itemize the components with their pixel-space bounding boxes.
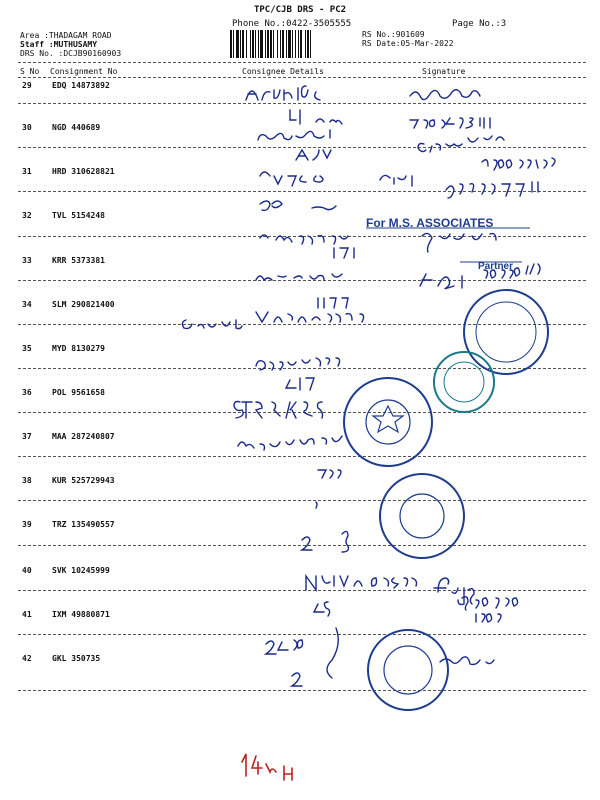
row-serial-number: 30 — [22, 123, 32, 132]
buildmart-stamp — [368, 630, 448, 710]
handwriting-row33-num — [318, 298, 348, 308]
row-consignment-number: SVK 10245999 — [52, 566, 110, 575]
column-header-consignment: Consignment No — [50, 67, 118, 76]
row-consignment-number: TVL 5154248 — [52, 211, 105, 220]
row-consignment-number: IXM 49880871 — [52, 610, 110, 619]
column-header-sno: S No — [20, 67, 40, 76]
column-header-signature: Signature — [422, 67, 466, 76]
handwriting-row32-name — [260, 235, 348, 244]
partner-stamp: Partner — [478, 261, 514, 272]
row-serial-number: 33 — [22, 256, 32, 265]
handwriting-row39-curve — [342, 531, 348, 552]
handwriting-row30-name — [258, 130, 330, 140]
row-serial-number: 35 — [22, 344, 32, 353]
row-consignment-number: POL 9561658 — [52, 388, 105, 397]
row-serial-number: 34 — [22, 300, 32, 309]
handwriting-row37-num — [318, 470, 341, 478]
handwriting-row31-phone — [446, 182, 538, 198]
star-health-stamp — [344, 378, 432, 466]
row-consignment-number: NGD 440689 — [52, 123, 101, 132]
handwriting-row41-line — [327, 628, 338, 678]
row-consignment-number: MYD 8130279 — [52, 344, 105, 353]
row-serial-number: 29 — [22, 81, 32, 90]
handwriting-row32-num — [334, 248, 354, 258]
fortune-assets-stamp — [380, 474, 464, 558]
red-page-note — [242, 754, 292, 780]
handwriting-row31-top — [296, 150, 331, 160]
area-label: Area :THADAGAM ROAD — [20, 31, 112, 40]
handwriting-row40-num — [314, 602, 330, 616]
row-serial-number: 37 — [22, 432, 32, 441]
row-consignment-number: MAA 287240807 — [52, 432, 115, 441]
handwriting-row35-name — [256, 358, 340, 370]
handwriting-row29-phone — [410, 118, 490, 128]
row-serial-number: 41 — [22, 610, 32, 619]
rs-number: RS No.:901609 — [362, 30, 425, 39]
ms-associates-stamp: For M.S. ASSOCIATES — [366, 216, 494, 230]
row-serial-number: 36 — [22, 388, 32, 397]
ms-associates-stamp-lines — [366, 228, 530, 262]
handwriting-row34-left — [182, 320, 242, 329]
handwriting-row31-name — [260, 172, 323, 186]
handwriting-row29-code — [290, 110, 342, 124]
row-consignment-number: KUR 525729943 — [52, 476, 115, 485]
drs-number: DRS No. :DCJB90160903 — [20, 49, 122, 58]
rs-date: RS Date:05-Mar-2022 — [362, 39, 454, 48]
handwriting-row42-two — [292, 673, 302, 686]
handwriting-row30-phone — [482, 158, 555, 170]
teal-round-stamp — [434, 352, 494, 412]
handwriting-row30-sign — [418, 136, 504, 152]
vasanth-pharma-stamp — [464, 290, 548, 374]
handwriting-row37-name — [238, 436, 342, 450]
handwriting-row38-mark — [316, 502, 317, 508]
handwriting-row39-two — [302, 537, 312, 550]
staff-label: Staff :MUTHUSAMY — [20, 40, 98, 49]
handwriting-row29-name — [246, 86, 320, 100]
handwriting-row34-name — [256, 312, 364, 322]
row-consignment-number: TRZ 135490557 — [52, 520, 115, 529]
row-serial-number: 42 — [22, 654, 32, 663]
handwriting-row32-sign — [422, 233, 496, 252]
document-title: TPC/CJB DRS - PC2 — [253, 5, 347, 15]
handwriting-row35-num — [286, 378, 314, 390]
handwriting-row42-num — [266, 640, 303, 654]
row-consignment-number: KRR 5373381 — [52, 256, 105, 265]
handwriting-row31-sign — [380, 175, 412, 186]
row-serial-number: 40 — [22, 566, 32, 575]
row-serial-number: 38 — [22, 476, 32, 485]
handwriting-row33-sign — [420, 274, 462, 289]
page-number: Page No.:3 — [452, 19, 507, 29]
handwriting-row33-name — [256, 274, 342, 280]
row-consignment-number: GKL 350735 — [52, 654, 101, 663]
row-serial-number: 39 — [22, 520, 32, 529]
column-header-consignee: Consignee Details — [242, 67, 324, 76]
handwriting-row31-pq — [260, 201, 336, 210]
handwriting-row40-name — [306, 576, 417, 590]
row-serial-number: 32 — [22, 211, 32, 220]
row-serial-number: 31 — [22, 167, 32, 176]
handwriting-row36-name — [234, 402, 323, 419]
row-consignment-number: HRD 310628821 — [52, 167, 115, 176]
row-consignment-number: EDQ 14873892 — [52, 81, 110, 90]
handwriting-row29-sign — [410, 90, 480, 100]
phone-number: Phone No.:0422-3505555 — [232, 19, 352, 29]
row-consignment-number: SLM 290821400 — [52, 300, 115, 309]
